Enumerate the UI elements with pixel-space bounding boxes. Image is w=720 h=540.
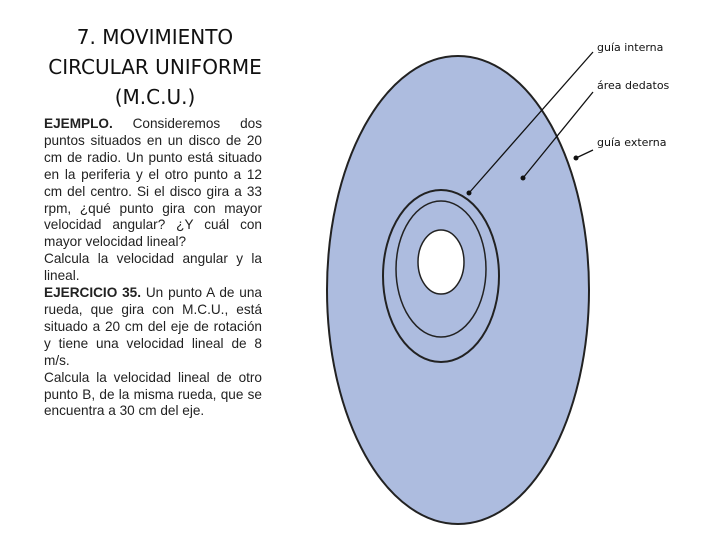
disc-center-hole: [418, 230, 464, 294]
pointer-dot-outer: [574, 156, 579, 161]
paragraph-text: Consideremos dos puntos situados en un disco de 20 cm de radio. Un punto está situado en la periferia y el otro punto a 12 cm del centro. Si el disco gira a 33 rpm, ¿qué punto gira con mayor velocidad angular? ¿Y cuál con mayor velocidad lineal?: [44, 116, 262, 250]
slide-title: 7. MOVIMIENTO CIRCULAR UNIFORME (M.C.U.): [48, 25, 262, 109]
pointer-dot-inner: [467, 191, 472, 196]
paragraph-label: EJEMPLO.: [44, 116, 113, 131]
label-area-datos: área dedatos: [597, 79, 670, 92]
label-guia-interna: guía interna: [597, 41, 664, 54]
pointer-line-outer: [576, 150, 593, 158]
paragraph-text: Calcula la velocidad lineal de otro punto B, de la misma rueda, que se encuentra a 30 cm del eje.: [44, 369, 262, 419]
paragraph-label: EJERCICIO 35.: [44, 285, 142, 301]
paragraph-text: Calcula la velocidad angular y la lineal.: [44, 251, 262, 284]
paragraph-text: Un punto A de una rueda, que gira con M.C.U., está situado a 20 cm del eje de rotación y tiene una velocidad lineal de 8 m/s.: [44, 285, 262, 368]
label-guia-externa: guía externa: [597, 136, 667, 149]
pointer-dot-data: [521, 176, 526, 181]
